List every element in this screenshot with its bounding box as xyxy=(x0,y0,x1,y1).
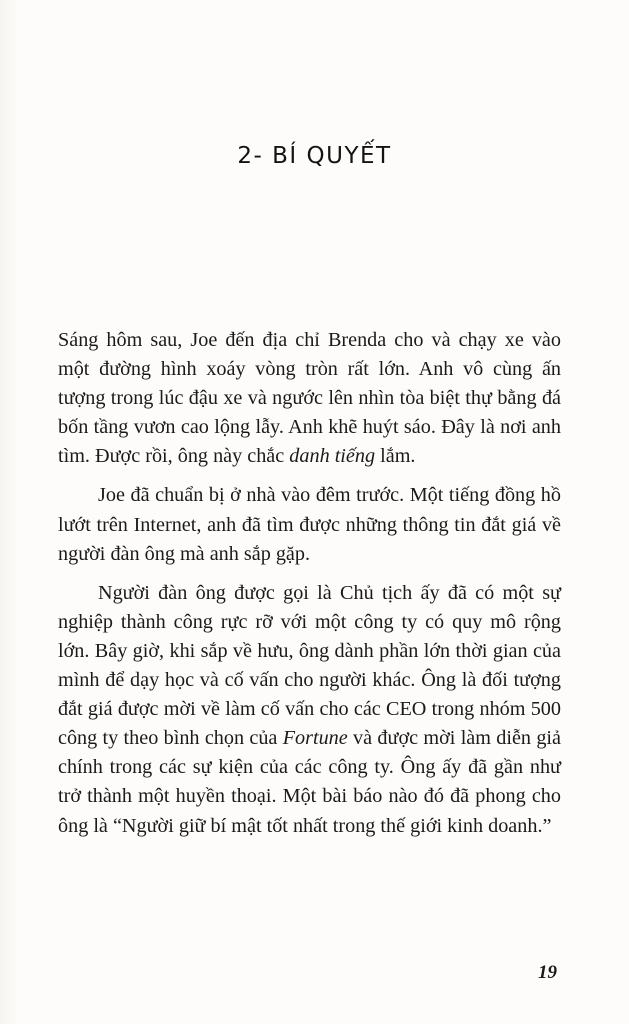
paragraph-1 xyxy=(58,326,561,471)
paragraph-3 xyxy=(58,579,561,841)
paragraph-1-emphasis: danh tiếng xyxy=(289,445,376,468)
paragraph-2: Joe đã chuẩn bị ở nhà vào đêm trước. Một tiếng đồng hồ lướt trên Internet, anh đã tìm được những thông tin đắt giá về người đàn ông mà anh sắp gặp. xyxy=(58,484,561,565)
page-number: 19 xyxy=(538,962,557,983)
paragraph-1-text: Sáng hôm sau, Joe đến địa chỉ Brenda cho và chạy xe vào một đường hình xoáy vòng tròn rất lớn. Anh vô cùng ấn tượng trong lúc đậu xe và ngước lên nhìn tòa biệt thự bằng đá bốn tầng vươn cao lộng lẫy. Anh khẽ huýt sáo. Đây là nơi anh tìm. Được rồi, ông này chắc xyxy=(58,329,561,468)
chapter-title: 2- BÍ QUYẾT xyxy=(237,143,392,169)
body-text xyxy=(58,326,561,841)
paragraph-3-emphasis: Fortune xyxy=(282,727,348,750)
paragraph-3-text: Người đàn ông được gọi là Chủ tịch ấy đã có một sự nghiệp thành công rực rỡ với một công ty có quy mô rộng lớn. Bây giờ, khi sắp về hưu, ông dành phần lớn thời gian của mình để dạy học và cố vấn cho người khác. Ông là đối tượng đắt giá được mời về làm cố vấn cho các CEO trong nhóm 500 công ty theo bình chọn của xyxy=(58,581,561,750)
paragraph-1-text-end: lắm. xyxy=(375,445,416,468)
paragraph-3-text-end: và được mời làm diễn giả chính trong các sự kiện của các công ty. Ông ấy đã gần như trở thành một huyền thoại. Một bài báo nào đó đã phong cho ông là “Người giữ bí mật tốt nhất trong thế giới kinh doanh.” xyxy=(58,727,561,837)
